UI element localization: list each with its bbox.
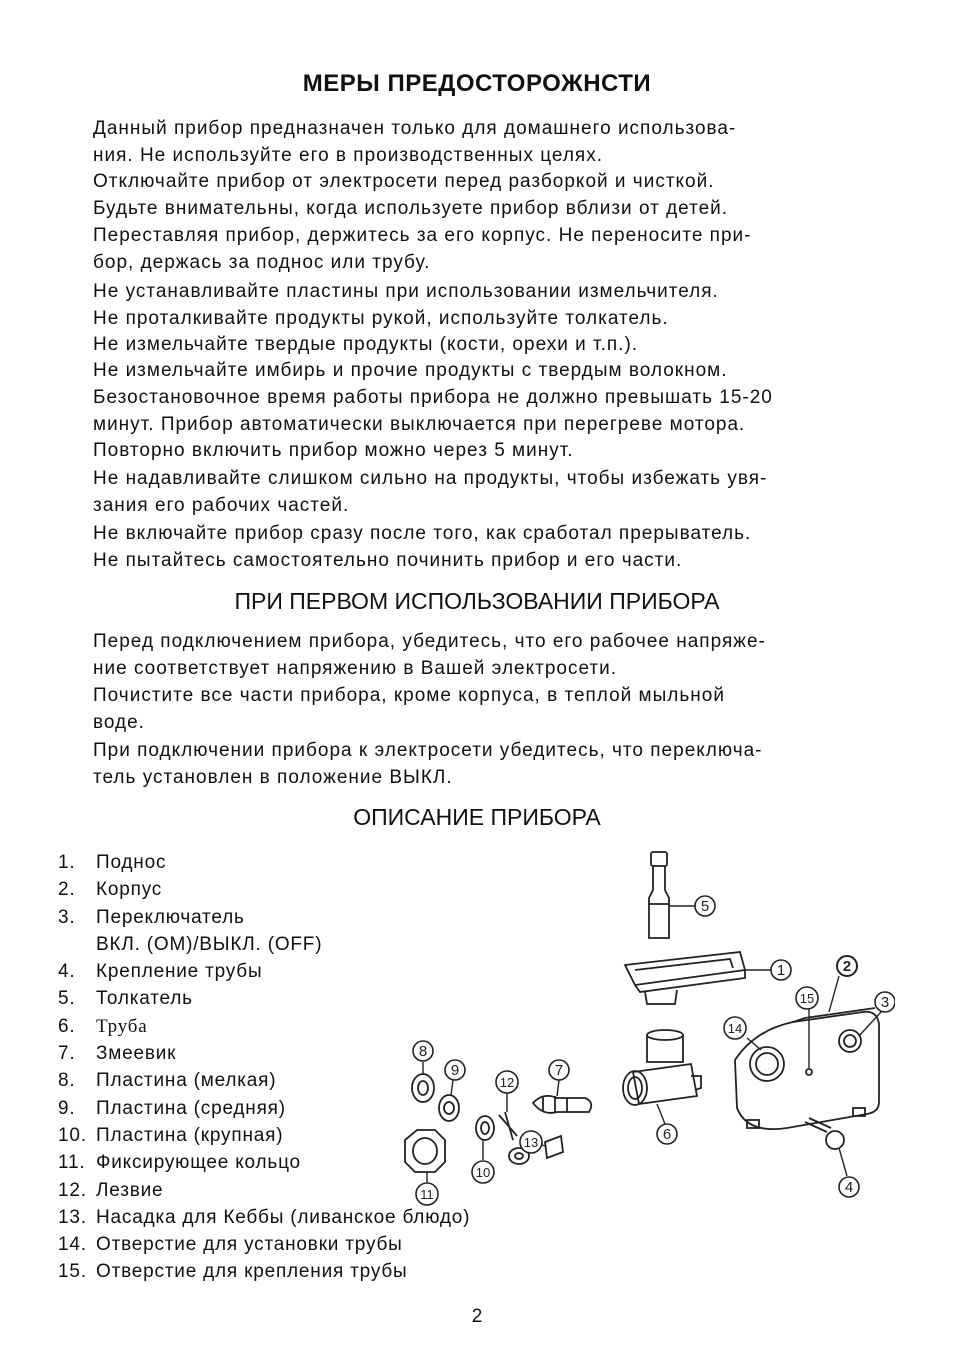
text-line: тель установлен в положение ВЫКЛ. (93, 766, 453, 788)
pusher-drawing (649, 852, 669, 938)
callout-1 (745, 960, 791, 980)
text-line: зания его рабочих частей. (93, 494, 350, 516)
item-number: 2. (58, 879, 76, 901)
callout-3 (859, 992, 895, 1036)
precautions-paragraph-6 (93, 306, 879, 333)
item-text: Крепление трубы (96, 961, 263, 983)
precautions-paragraph-2 (93, 169, 879, 196)
item-text: Отверстие для крепления трубы (96, 1261, 408, 1283)
callout-14 (724, 1017, 761, 1050)
item-text: Пластина (крупная) (96, 1124, 284, 1146)
item-number: 9. (58, 1097, 76, 1119)
body-drawing (735, 1008, 879, 1129)
precautions-paragraph-4 (93, 223, 879, 276)
item-number: 1. (58, 852, 76, 873)
precautions-paragraph-12 (93, 548, 879, 575)
item-text: Поднос (96, 852, 167, 873)
text-line: Безостановочное время работы прибора не должно превышать 15-20 (93, 387, 773, 408)
callout-9 (445, 1060, 465, 1095)
text-line: Не устанавливайте пластины при использовании измельчителя. (93, 281, 719, 302)
ring-mount-drawing (805, 1118, 844, 1149)
item-number: 14. (58, 1234, 87, 1256)
item-text: Труба (96, 1015, 148, 1037)
text-line: Отключайте прибор от электросети перед разборкой и чисткой. (93, 171, 715, 192)
callout-label: 9 (450, 1062, 460, 1079)
item-number: 8. (58, 1070, 76, 1092)
item-text: Корпус (96, 879, 163, 901)
first-use-paragraph-1 (93, 629, 879, 682)
callout-label: 8 (418, 1043, 428, 1060)
text-line: Будьте внимательны, когда используете прибор вблизи от детей. (93, 198, 729, 219)
item-number: 5. (58, 988, 76, 1010)
text-line: При подключении прибора к электросети убедитесь, что переключа- (93, 740, 763, 761)
description-title: ОПИСАНИЕ ПРИБОРА (353, 804, 601, 830)
text-line: ния. Не используйте его в производственных целях. (93, 144, 603, 166)
callout-label: 1 (776, 962, 786, 979)
callout-label: 2 (842, 958, 852, 975)
callout-10 (472, 1140, 494, 1183)
callout-6 (657, 1104, 677, 1144)
text-line: Не пытайтесь самостоятельно починить прибор и его части. (93, 550, 683, 571)
item-number: 6. (58, 1015, 76, 1037)
callout-label: 6 (662, 1126, 672, 1143)
callout-label: 10 (475, 1165, 491, 1180)
item-number: 12. (58, 1179, 87, 1201)
precautions-paragraph-9 (93, 385, 879, 465)
text-line: Не измельчайте имбирь и прочие продукты с твердым волокном. (93, 360, 728, 381)
callout-13 (520, 1131, 545, 1153)
callout-5 (669, 896, 715, 916)
text-line: Перед подключением прибора, убедитесь, что его рабочее напряже- (93, 631, 766, 652)
precautions-paragraph-3 (93, 196, 879, 223)
callout-label: 14 (727, 1021, 743, 1036)
callout-label: 3 (880, 994, 890, 1011)
item-number: 11. (58, 1152, 86, 1174)
tube-drawing (623, 1030, 701, 1105)
text-line: бор, держась за поднос или трубу. (93, 251, 431, 273)
text-line: воде. (93, 711, 145, 733)
item-number: 7. (58, 1043, 76, 1065)
page-number: 2 (471, 1306, 483, 1327)
callout-label: 15 (799, 991, 815, 1006)
callout-label: 5 (700, 898, 710, 915)
callout-label: 4 (844, 1179, 854, 1196)
callout-15 (796, 987, 818, 1068)
callout-label: 13 (523, 1135, 539, 1150)
callout-label: 11 (420, 1187, 434, 1202)
list-item (58, 1231, 618, 1258)
first-use-paragraph-2 (93, 683, 879, 736)
precautions-paragraph-1 (93, 116, 879, 169)
text-line: Повторно включить прибор можно через 5 минут. (93, 440, 574, 462)
text-line: Не включайте прибор сразу после того, как сработал прерыватель. (93, 523, 752, 544)
precautions-paragraph-10 (93, 466, 879, 519)
item-text: Фиксирующее кольцо (96, 1152, 301, 1174)
text-line: Почистите все части прибора, кроме корпуса, в теплой мыльной (93, 685, 725, 706)
callout-11 (416, 1172, 438, 1205)
precautions-paragraph-7 (93, 332, 879, 359)
item-text: Змеевик (96, 1043, 177, 1065)
first-use-title: ПРИ ПЕРВОМ ИСПОЛЬЗОВАНИИ ПРИБОРА (234, 588, 720, 614)
callout-2 (829, 956, 857, 1012)
item-text: Насадка для Кеббы (ливанское блюдо) (96, 1206, 471, 1228)
item-number: 3. (58, 906, 76, 928)
text-line: минут. Прибор автоматически выключается при перегреве мотора. (93, 413, 746, 435)
meat-grinder-diagram (395, 840, 895, 1210)
first-use-paragraph-3 (93, 738, 879, 791)
callout-4 (839, 1148, 859, 1197)
item-number (58, 931, 96, 958)
text-line: Не проталкивайте продукты рукой, используйте толкатель. (93, 308, 669, 329)
text-line: ние соответствует напряжению в Вашей электросети. (93, 657, 618, 679)
callout-label: 7 (554, 1062, 564, 1079)
item-text: Пластина (средняя) (96, 1097, 286, 1119)
item-text: Отверстие для установки трубы (96, 1234, 403, 1256)
precautions-paragraph-8 (93, 358, 879, 385)
item-number: 13. (58, 1206, 87, 1228)
item-text: Толкатель (96, 988, 193, 1010)
item-number: 10. (58, 1124, 87, 1146)
precautions-paragraph-11 (93, 521, 879, 548)
callout-label: 12 (499, 1075, 515, 1090)
text-line: Данный прибор предназначен только для домашнего использова- (93, 118, 737, 139)
callout-7 (549, 1060, 569, 1096)
text-line: Не измельчайте твердые продукты (кости, орехи и т.п.). (93, 334, 639, 355)
item-number: 15. (58, 1261, 87, 1283)
item-number: 4. (58, 961, 76, 983)
precautions-title: МЕРЫ ПРЕДОСТОРОЖНСТИ (302, 70, 652, 97)
item-text: Переключатель (96, 906, 245, 928)
list-item (58, 1258, 618, 1285)
text-line: Переставляя прибор, держитесь за его корпус. Не переносите при- (93, 225, 752, 246)
text-line: Не надавливайте слишком сильно на продукты, чтобы избежать увя- (93, 468, 768, 489)
tray-drawing (625, 952, 745, 1004)
callout-12 (496, 1071, 518, 1112)
item-text: ВКЛ. (ОМ)/ВЫКЛ. (OFF) (96, 933, 323, 955)
precautions-paragraph-5 (93, 279, 879, 306)
item-text: Лезвие (96, 1179, 164, 1201)
item-text: Пластина (мелкая) (96, 1070, 277, 1092)
callout-8 (413, 1041, 433, 1074)
